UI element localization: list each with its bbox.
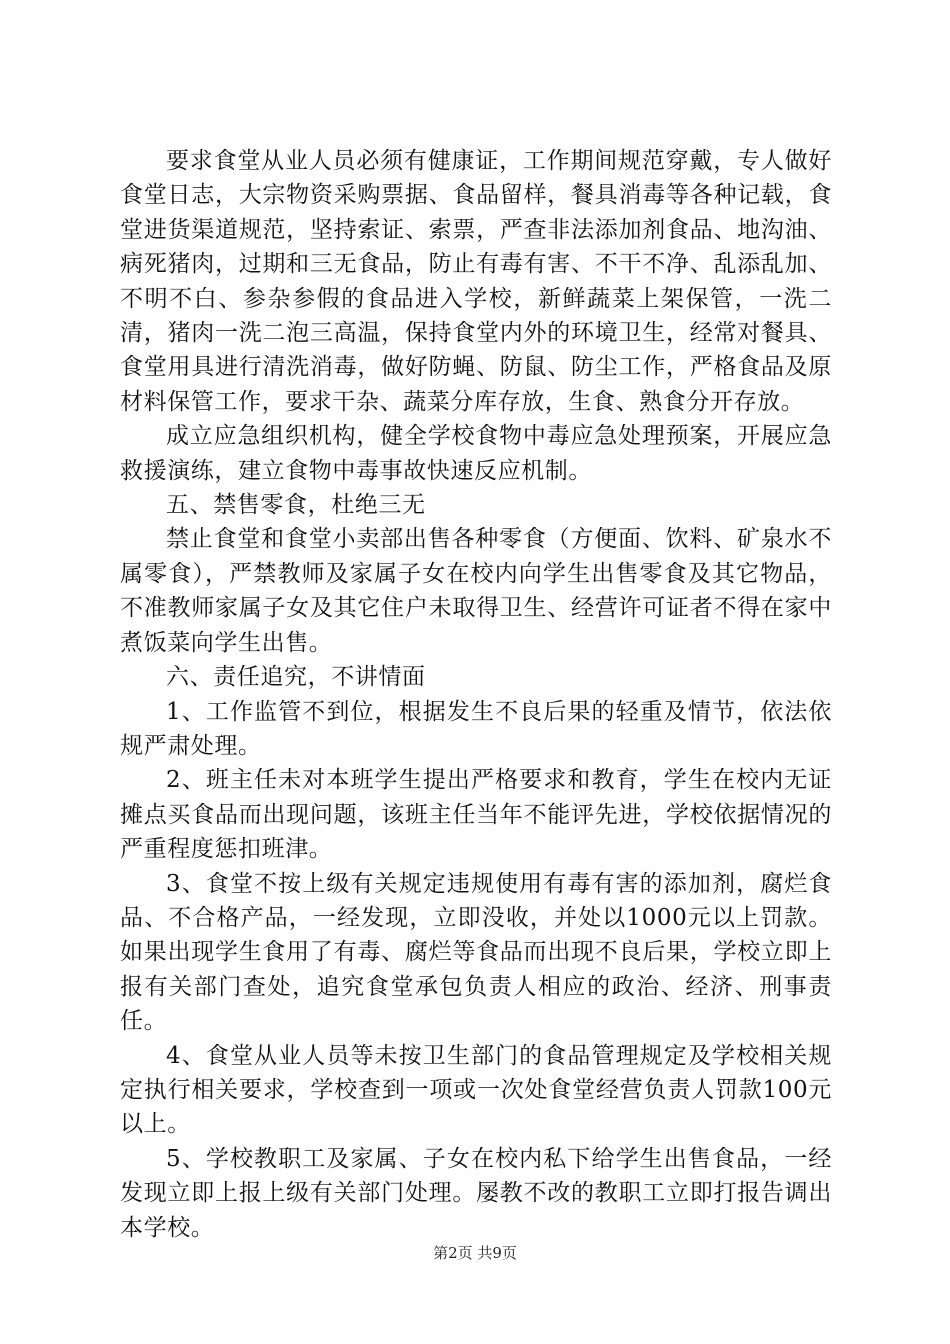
paragraph-item-4: 4、食堂从业人员等未按卫生部门的食品管理规定及学校相关规定执行相关要求，学校查到一项或一次处食堂经营负责人罚款100元以上。: [120, 1042, 832, 1138]
paragraph-item-2: 2、班主任未对本班学生提出严格要求和教育，学生在校内无证摊点买食品而出现问题，该班主任当年不能评先进，学校依据情况的严重程度惩扣班津。: [120, 767, 832, 863]
document-body: [120, 144, 832, 1245]
paragraph-emergency-plan: 成立应急组织机构，健全学校食物中毒应急处理预案，开展应急救援演练，建立食物中毒事故快速反应机制。: [120, 423, 832, 484]
paragraph-item-5: 5、学校教职工及家属、子女在校内私下给学生出售食品，一经发现立即上报上级有关部门处理。屡教不改的教职工立即打报告调出本学校。: [120, 1145, 832, 1241]
section-heading-accountability: 六、责任追究，不讲情面: [166, 664, 426, 691]
page-number-footer: 第2页 共9页: [433, 1244, 517, 1262]
section-heading-snack-ban: 五、禁售零食，杜绝三无: [166, 492, 426, 519]
paragraph-snack-ban: 禁止食堂和食堂小卖部出售各种零食（方便面、饮料、矿泉水不属零食），严禁教师及家属子女在校内向学生出售零食及其它物品，不准教师家属子女及其它住户未取得卫生、经营许可证者不得在家中煮饭菜向学生出售。: [120, 526, 832, 656]
paragraph-item-3: 3、食堂不按上级有关规定违规使用有毒有害的添加剂，腐烂食品、不合格产品，一经发现，立即没收，并处以1000元以上罚款。如果出现学生食用了有毒、腐烂等食品而出现不良后果，学校立即上报有关部门查处，追究食堂承包负责人相应的政治、经济、刑事责任。: [120, 870, 832, 1035]
paragraph-item-1: 1、工作监管不到位，根据发生不良后果的轻重及情节，依法依规严肃处理。: [120, 698, 832, 759]
paragraph-canteen-requirements: 要求食堂从业人员必须有健康证，工作期间规范穿戴，专人做好食堂日志，大宗物资采购票据、食品留样，餐具消毒等各种记载，食堂进货渠道规范，坚持索证、索票，严查非法添加剂食品、地沟油、病死猪肉，过期和三无食品，防止有毒有害、不干不净、乱添乱加、不明不白、参杂参假的食品进入学校，新鲜蔬菜上架保管，一洗二清，猪肉一洗二泡三高温，保持食堂内外的环境卫生，经常对餐具、食堂用具进行清洗消毒，做好防蝇、防鼠、防尘工作，严格食品及原材料保管工作，要求干杂、蔬菜分库存放，生食、熟食分开存放。: [120, 148, 832, 415]
